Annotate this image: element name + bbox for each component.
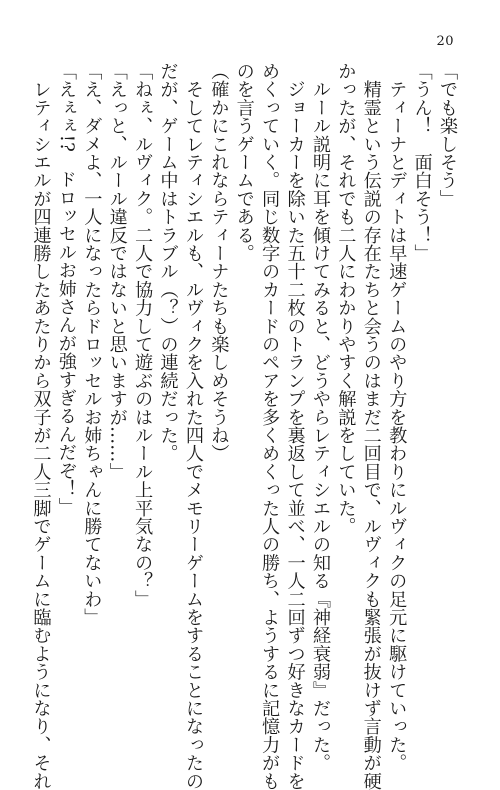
- text-line: かったが、それでも二人にわかりやすく解説をしていた。: [335, 62, 357, 536]
- text-line: ルール説明に耳を傾けてみると、どうやらレティシエルの知る『神経衰弱』だった。: [309, 62, 331, 772]
- text-line: のを言うゲームである。: [233, 62, 255, 263]
- text-line: そしてレティシエルも、ルヴィクを入れた四人でメモリーゲームをすることになったの: [182, 62, 204, 790]
- text-line: レティシエルが四連勝したあたりから双子が二人三脚でゲームに臨むようになり、それ: [30, 62, 52, 790]
- text-line: 「うん！ 面白そう！」: [411, 62, 433, 263]
- page-number: 20: [436, 34, 454, 49]
- text-line: ティーナとディトは早速ゲームのやり方を教わりにルヴィクの足元に駆けていった。: [386, 62, 408, 772]
- text-line: （確かにこれならティーナたちも楽しめそうね）: [208, 62, 230, 463]
- text-line: 「でも楽しそう」: [437, 62, 458, 208]
- text-line: 精霊という伝説の存在たちと会うのはまだ二回目で、ルヴィクも緊張が抜けず言動が硬: [360, 62, 382, 790]
- text-line: 「ねぇ、ルヴィク。二人で協力して遊ぶのはルール上平気なの？」: [132, 62, 154, 608]
- text-line: だが、ゲーム中はトラブル（？）の連続だった。: [157, 62, 179, 463]
- text-line: 「えぇぇ!? ドロッセルお姉さんが強すぎるんだぞ！」: [55, 62, 77, 516]
- text-line: ジョーカーを除いた五十二枚のトランプを裏返して並べ、一人二回ずつ好きなカードを: [284, 62, 306, 790]
- text-line: 「えっと、ルール違反ではないと思いますが……」: [106, 62, 128, 481]
- text-line: 「え、ダメよ、一人になったらドロッセルお姉ちゃんに勝てないわ」: [81, 62, 103, 627]
- text-line: めくっていく。同じ数字のカードのペアを多くめくった人の勝ち、ようするに記憶力がも: [259, 62, 281, 790]
- vertical-text-body: [28, 62, 460, 790]
